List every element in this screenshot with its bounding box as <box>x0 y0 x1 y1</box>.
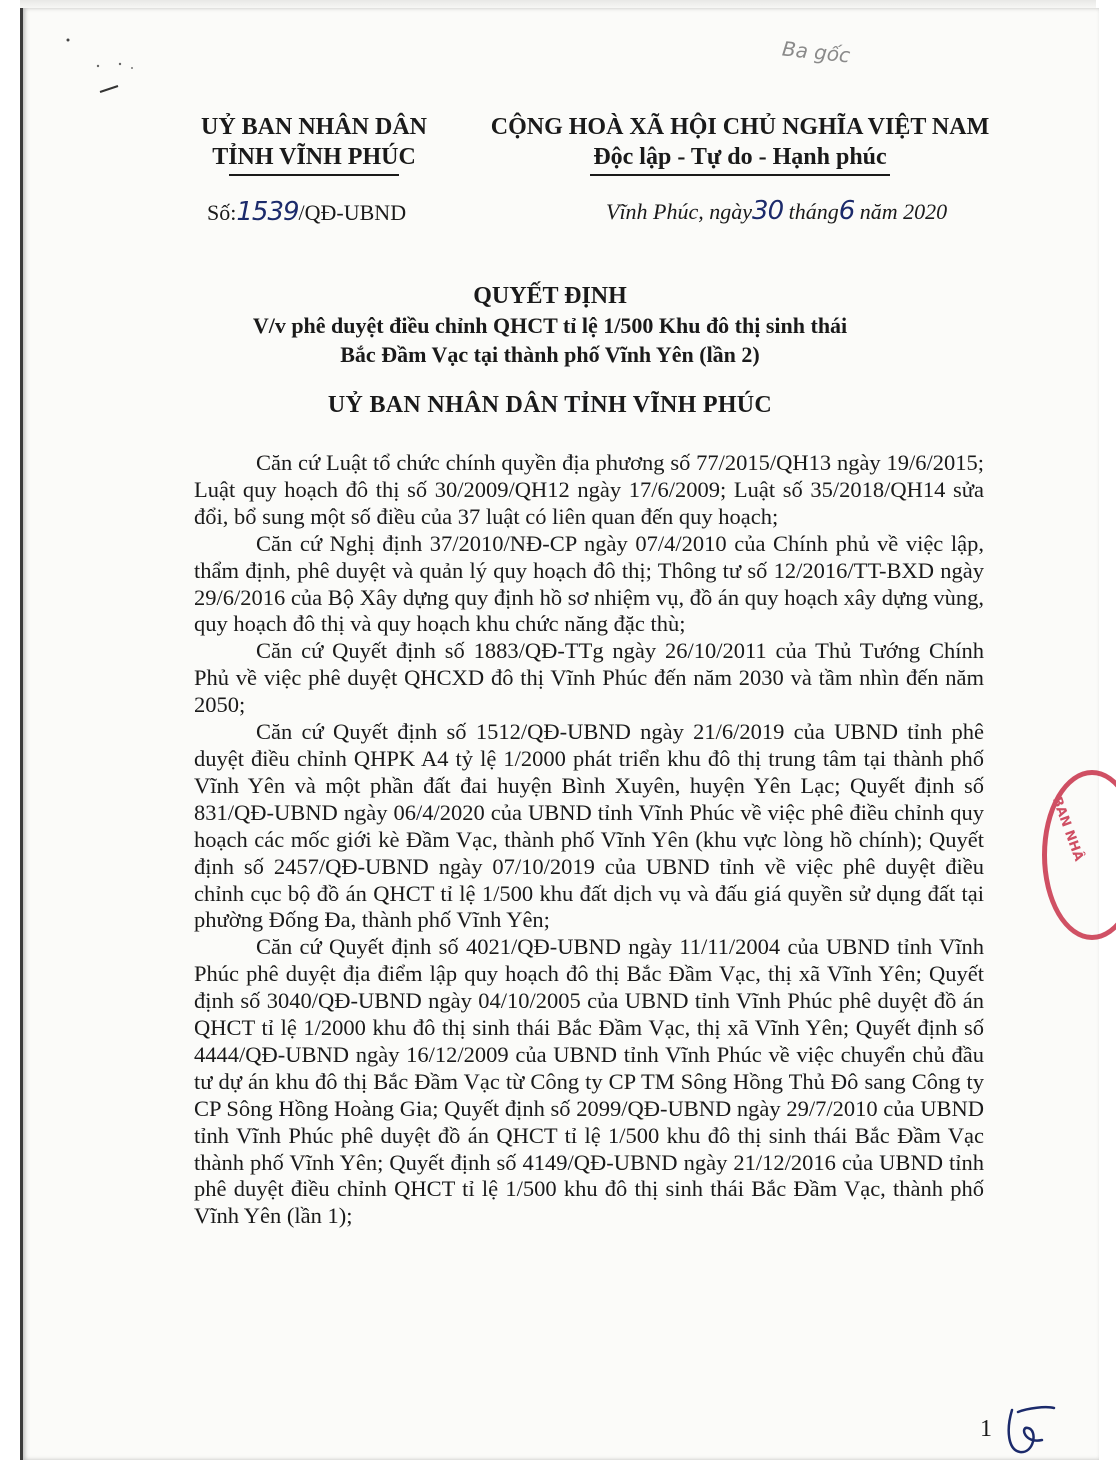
authority-line-2: TỈNH VĨNH PHÚC <box>212 144 416 170</box>
authority-underline <box>229 174 399 176</box>
handwritten-month: 6 <box>838 196 855 226</box>
nation-name: CỘNG HOÀ XÃ HỘI CHỦ NGHĨA VIỆT NAM <box>490 114 990 140</box>
issuer-heading: UỶ BAN NHÂN DÂN TỈNH VĨNH PHÚC <box>327 392 773 418</box>
number-prefix: Số: <box>207 200 237 225</box>
date-place: Vĩnh Phúc, ngày <box>606 199 753 224</box>
corner-handwritten-note: Ba gốc <box>780 36 852 68</box>
initial-signature <box>998 1400 1058 1460</box>
basis-paragraph: Căn cứ Quyết định số 1512/QĐ-UBND ngày 21/6/2019 của UBND tỉnh phê duyệt điều chỉnh QHPK A4 tỷ lệ 1/2000 phát triển khu đô thị trung tâm tại thành phố Vĩnh Yên và một phần đất đai huyện Bình Xuyên, huyện Yên Lạc; Quyết định số 831/QĐ-UBND ngày 06/4/2020 của UBND tỉnh Vĩnh Phúc về việc phê điều chỉnh quy hoạch các mốc giới kè Đầm Vạc, thành phố Vĩnh Yên (khu vực lòng hồ chính); Quyết định số 2457/QĐ-UBND ngày 07/10/2019 của UBND tỉnh về việc phê duyệt điều chỉnh cục bộ đồ án QHCT tỉ lệ 1/500 khu đất dịch vụ và đấu giá quyền sử dụng đất tại phường Đống Đa, thành phố Vĩnh Yên; <box>194 719 984 933</box>
basis-paragraph: Căn cứ Nghị định 37/2010/NĐ-CP ngày 07/4/2010 của Chính phủ về việc lập, thẩm định, phê duyệt và quản lý quy hoạch đô thị; Thông tư số 12/2016/TT-BXD ngày 29/6/2016 của Bộ Xây dựng quy định hồ sơ nhiệm vụ, đồ án quy hoạch xây dựng vùng, quy hoạch đô thị và quy hoạch khu chức năng đặc thù; <box>194 530 984 637</box>
scan-specks <box>60 30 180 100</box>
issuing-authority <box>188 112 440 176</box>
title-subject-line-2: Bắc Đầm Vạc tại thành phố Vĩnh Yên (lần 2) <box>340 342 760 367</box>
month-label: tháng <box>788 199 839 224</box>
issue-date <box>606 196 947 226</box>
date-year: năm 2020 <box>859 199 948 224</box>
motto-underline <box>590 174 890 176</box>
title-subject-line-1: V/v phê duyệt điều chỉnh QHCT tỉ lệ 1/500 Khu đô thị sinh thái <box>252 313 848 338</box>
page-number: 1 <box>980 1416 992 1442</box>
seal-text: BAN NHÂ <box>1048 795 1086 864</box>
basis-paragraph: Căn cứ Quyết định số 4021/QĐ-UBND ngày 11/11/2004 của UBND tỉnh Vĩnh Phúc phê duyệt địa điểm lập quy hoạch đô thị Bắc Đầm Vạc, thị xã Vĩnh Yên; Quyết định số 3040/QĐ-UBND ngày 04/10/2005 của UBND tỉnh Vĩnh Phúc phê duyệt đồ án QHCT tỉ lệ 1/2000 khu đô thị sinh thái Bắc Đầm Vạc, thị xã Vĩnh Yên; Quyết định số 4444/QĐ-UBND ngày 16/12/2009 của UBND tỉnh Vĩnh Phúc về việc chuyển chủ đầu tư dự án khu đô thị Bắc Đầm Vạc từ Công ty CP TM Sông Hồng Thủ Đô sang Công ty CP Sông Hồng Hoàng Gia; Quyết định số 2099/QĐ-UBND ngày 29/7/2010 của UBND tỉnh Vĩnh Phúc phê duyệt đồ án QHCT tỉ lệ 1/500 khu đô thị sinh thái Bắc Đầm Vạc thành phố Vĩnh Yên; Quyết định số 4149/QĐ-UBND ngày 21/12/2016 của UBND tỉnh phê duyệt điều chỉnh QHCT tỉ lệ 1/500 khu đô thị sinh thái Bắc Đầm Vạc, thành phố Vĩnh Yên (lần 1); <box>194 934 984 1229</box>
basis-paragraph: Căn cứ Quyết định số 1883/QĐ-TTg ngày 26/10/2011 của Thủ Tướng Chính Phủ về việc phê duyệt QHCXD đô thị Vĩnh Phúc đến năm 2030 và tầm nhìn đến năm 2050; <box>194 638 984 718</box>
authority-line-1: UỶ BAN NHÂN DÂN <box>201 114 427 140</box>
handwritten-number: 1539 <box>236 197 299 227</box>
document-number <box>207 197 406 227</box>
handwritten-day: 30 <box>752 196 784 226</box>
basis-paragraph: Căn cứ Luật tổ chức chính quyền địa phương số 77/2015/QH13 ngày 19/6/2015; Luật quy hoạch đô thị số 30/2009/QH12 ngày 17/6/2009; Luật số 35/2018/QH14 sửa đổi, bổ sung một số điều của 37 luật có liên quan đến quy hoạch; <box>194 450 984 529</box>
decision-title <box>200 282 900 369</box>
number-suffix: /QĐ-UBND <box>298 200 407 225</box>
legal-bases <box>194 450 984 1230</box>
title-main: QUYẾT ĐỊNH <box>473 283 627 309</box>
national-motto <box>470 112 1010 176</box>
motto-line: Độc lập - Tự do - Hạnh phúc <box>593 144 887 170</box>
